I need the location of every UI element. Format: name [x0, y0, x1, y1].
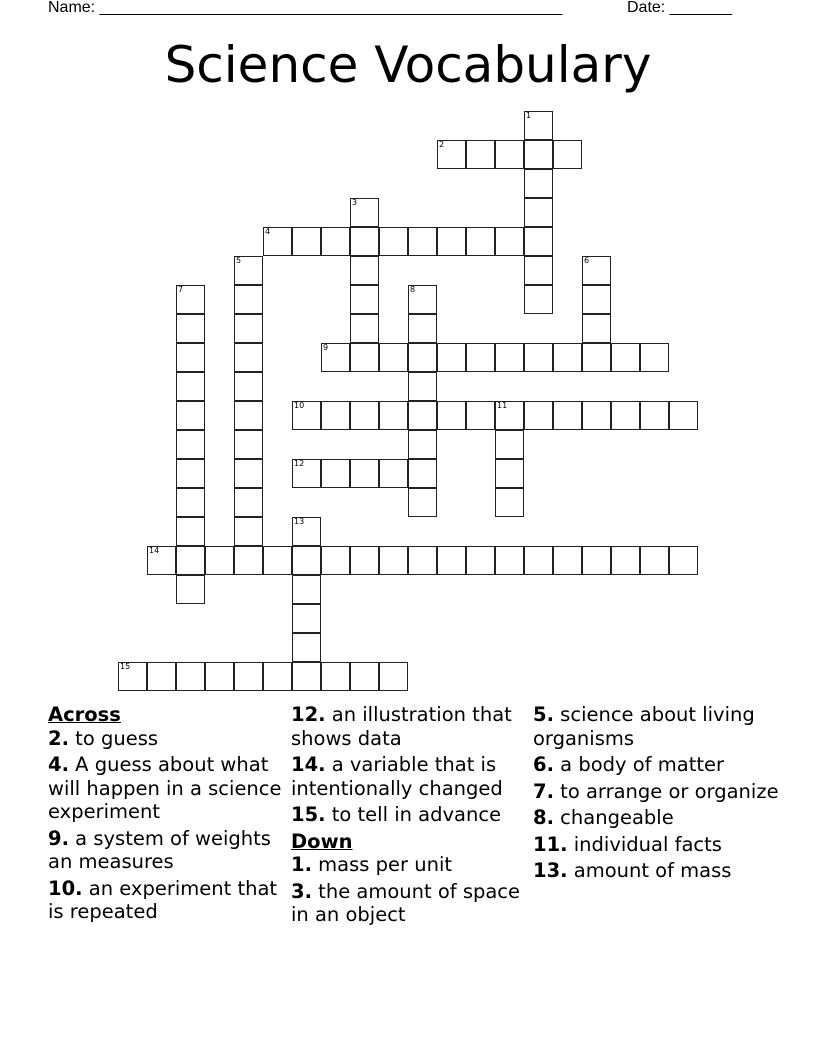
grid-cell[interactable] — [263, 662, 292, 691]
clue-item-text: science about living organisms — [533, 703, 755, 750]
clue-item — [533, 859, 793, 883]
clue-item — [533, 806, 793, 830]
grid-cell[interactable] — [350, 227, 379, 256]
grid-cell[interactable] — [321, 401, 350, 430]
grid-cell[interactable] — [379, 459, 408, 488]
grid-cell[interactable] — [466, 401, 495, 430]
clue-item-text: a variable that is intentionally changed — [291, 753, 503, 800]
grid-cell[interactable] — [176, 575, 205, 604]
grid-cell[interactable] — [234, 488, 263, 517]
grid-cell[interactable] — [524, 256, 553, 285]
grid-cell[interactable] — [408, 546, 437, 575]
grid-cell[interactable] — [176, 488, 205, 517]
clue-number: 6 — [584, 256, 590, 265]
grid-cell[interactable] — [379, 662, 408, 691]
grid-cell[interactable] — [350, 459, 379, 488]
clue-number: 13 — [294, 517, 305, 526]
grid-cell[interactable] — [176, 430, 205, 459]
grid-cell[interactable] — [379, 227, 408, 256]
down-heading: Down — [291, 829, 353, 853]
clue-item-text: to arrange or organize — [553, 779, 779, 803]
clue-item-text: mass per unit — [311, 853, 453, 876]
grid-cell[interactable] — [321, 662, 350, 691]
clue-item-text: a system of weights an measures — [48, 826, 271, 873]
grid-cell[interactable] — [669, 546, 698, 575]
grid-cell[interactable] — [640, 401, 669, 430]
clue-item-text: to tell in advance — [325, 803, 502, 826]
grid-cell[interactable] — [582, 256, 611, 285]
grid-cell[interactable] — [292, 604, 321, 633]
grid-cell[interactable] — [292, 517, 321, 546]
clue-item-text: amount of mass — [567, 859, 732, 882]
grid-cell[interactable] — [292, 227, 321, 256]
grid-cell[interactable] — [582, 546, 611, 575]
clue-item-text: an experiment that is repeated — [48, 876, 278, 923]
grid-cell[interactable] — [524, 198, 553, 227]
clue-item-text: A guess about what will happen in a science experiment — [48, 753, 282, 823]
grid-cell[interactable] — [640, 546, 669, 575]
grid-cell[interactable] — [292, 459, 321, 488]
grid-cell[interactable] — [176, 459, 205, 488]
grid-cell[interactable] — [147, 546, 176, 575]
grid-cell[interactable] — [408, 227, 437, 256]
clue-item-text: the amount of space in an object — [291, 879, 521, 926]
clue-number: 8 — [410, 285, 416, 294]
grid-cell[interactable] — [292, 575, 321, 604]
clue-item-number: 14. — [291, 753, 326, 776]
grid-cell[interactable] — [408, 372, 437, 401]
grid-cell[interactable] — [350, 546, 379, 575]
clue-item-number: 7. — [533, 779, 554, 803]
clue-item — [48, 727, 288, 751]
clue-number: 3 — [352, 198, 358, 207]
clue-item-number: 9. — [48, 826, 69, 850]
clue-item-number: 6. — [533, 753, 554, 776]
grid-cell[interactable] — [408, 314, 437, 343]
grid-cell[interactable] — [176, 401, 205, 430]
grid-cell[interactable] — [524, 169, 553, 198]
clue-number: 9 — [323, 343, 329, 352]
grid-cell[interactable] — [553, 401, 582, 430]
grid-cell[interactable] — [437, 401, 466, 430]
grid-cell[interactable] — [495, 488, 524, 517]
grid-cell[interactable] — [350, 198, 379, 227]
grid-cell[interactable] — [321, 459, 350, 488]
clue-item-text: individual facts — [567, 832, 722, 856]
grid-cell[interactable] — [408, 343, 437, 372]
grid-cell[interactable] — [263, 227, 292, 256]
grid-cell[interactable] — [176, 314, 205, 343]
grid-cell[interactable] — [582, 401, 611, 430]
grid-cell[interactable] — [408, 459, 437, 488]
clue-item-number: 13. — [533, 859, 568, 882]
grid-cell[interactable] — [350, 401, 379, 430]
grid-cell[interactable] — [495, 401, 524, 430]
grid-cell[interactable] — [263, 546, 292, 575]
clue-item-number: 15. — [291, 803, 326, 826]
clues-column-1 — [48, 703, 288, 927]
clue-item-text: changeable — [553, 806, 674, 829]
grid-cell[interactable] — [524, 140, 553, 169]
grid-cell[interactable] — [524, 343, 553, 372]
grid-cell[interactable] — [582, 343, 611, 372]
grid-cell[interactable] — [408, 430, 437, 459]
grid-cell[interactable] — [611, 546, 640, 575]
grid-cell[interactable] — [234, 285, 263, 314]
grid-cell[interactable] — [292, 401, 321, 430]
clue-item — [291, 753, 531, 800]
grid-cell[interactable] — [379, 401, 408, 430]
clue-item-number: 12. — [291, 703, 326, 726]
grid-cell[interactable] — [495, 430, 524, 459]
page-title: Science Vocabulary — [164, 36, 652, 94]
date-line: Date: _______ — [627, 0, 732, 16]
clue-item — [48, 827, 288, 874]
grid-cell[interactable] — [437, 343, 466, 372]
across-heading: Across — [48, 703, 121, 726]
grid-cell[interactable] — [350, 662, 379, 691]
grid-cell[interactable] — [176, 546, 205, 575]
clue-item-number: 3. — [291, 879, 312, 903]
grid-cell[interactable] — [176, 285, 205, 314]
grid-cell[interactable] — [495, 227, 524, 256]
grid-cell[interactable] — [495, 343, 524, 372]
clue-item — [533, 833, 793, 857]
grid-cell[interactable] — [147, 662, 176, 691]
clue-item-number: 1. — [291, 853, 312, 876]
clue-number: 10 — [294, 401, 305, 410]
clue-item-text: a body of matter — [553, 753, 724, 776]
grid-cell[interactable] — [524, 401, 553, 430]
clue-item — [533, 753, 793, 777]
grid-cell[interactable] — [553, 546, 582, 575]
grid-cell[interactable] — [234, 517, 263, 546]
grid-cell[interactable] — [437, 140, 466, 169]
grid-cell[interactable] — [640, 343, 669, 372]
grid-cell[interactable] — [234, 546, 263, 575]
grid-cell[interactable] — [466, 140, 495, 169]
grid-cell[interactable] — [524, 227, 553, 256]
grid-cell[interactable] — [176, 517, 205, 546]
grid-cell[interactable] — [176, 343, 205, 372]
clue-item — [291, 703, 531, 750]
grid-cell[interactable] — [611, 343, 640, 372]
grid-cell[interactable] — [234, 459, 263, 488]
grid-cell[interactable] — [379, 343, 408, 372]
clue-item — [48, 877, 288, 924]
clue-item — [533, 780, 793, 804]
grid-cell[interactable] — [466, 227, 495, 256]
grid-cell[interactable] — [408, 401, 437, 430]
grid-cell[interactable] — [524, 111, 553, 140]
clue-item-text: to guess — [68, 726, 159, 750]
grid-cell[interactable] — [234, 314, 263, 343]
grid-cell[interactable] — [350, 343, 379, 372]
grid-cell[interactable] — [582, 285, 611, 314]
grid-cell[interactable] — [553, 140, 582, 169]
clue-item — [533, 703, 793, 750]
grid-cell[interactable] — [466, 546, 495, 575]
grid-cell[interactable] — [408, 285, 437, 314]
grid-cell[interactable] — [437, 227, 466, 256]
grid-cell[interactable] — [205, 546, 234, 575]
clue-number: 2 — [439, 140, 445, 149]
grid-cell[interactable] — [292, 662, 321, 691]
clues-column-3 — [533, 703, 793, 886]
clue-number: 7 — [178, 285, 184, 294]
grid-cell[interactable] — [466, 343, 495, 372]
grid-cell[interactable] — [234, 343, 263, 372]
grid-cell[interactable] — [234, 430, 263, 459]
grid-cell[interactable] — [321, 343, 350, 372]
grid-cell[interactable] — [176, 662, 205, 691]
clue-number: 4 — [265, 227, 271, 236]
clue-item-text: an illustration that shows data — [291, 703, 512, 750]
clues-column-2 — [291, 703, 531, 930]
clue-number: 15 — [120, 662, 131, 671]
grid-cell[interactable] — [495, 546, 524, 575]
grid-cell[interactable] — [321, 546, 350, 575]
grid-cell[interactable] — [582, 314, 611, 343]
grid-cell[interactable] — [292, 633, 321, 662]
clue-item — [48, 753, 288, 824]
grid-cell[interactable] — [379, 546, 408, 575]
grid-cell[interactable] — [437, 546, 466, 575]
grid-cell[interactable] — [118, 662, 147, 691]
clue-item-number: 10. — [48, 876, 83, 900]
grid-cell[interactable] — [669, 401, 698, 430]
grid-cell[interactable] — [234, 401, 263, 430]
grid-cell[interactable] — [408, 488, 437, 517]
clue-number: 14 — [149, 546, 160, 555]
grid-cell[interactable] — [495, 459, 524, 488]
clue-number: 12 — [294, 459, 305, 468]
grid-cell[interactable] — [234, 662, 263, 691]
grid-cell[interactable] — [176, 372, 205, 401]
clue-item-number: 5. — [533, 703, 554, 726]
grid-cell[interactable] — [321, 227, 350, 256]
grid-cell[interactable] — [350, 314, 379, 343]
grid-cell[interactable] — [205, 662, 234, 691]
grid-cell[interactable] — [292, 546, 321, 575]
grid-cell[interactable] — [611, 401, 640, 430]
name-line: Name: ____________________________________________________ — [48, 0, 563, 16]
clue-item — [291, 853, 531, 877]
grid-cell[interactable] — [524, 285, 553, 314]
clue-item-number: 2. — [48, 726, 69, 750]
grid-cell[interactable] — [234, 372, 263, 401]
clue-item-number: 8. — [533, 806, 554, 829]
grid-cell[interactable] — [350, 285, 379, 314]
clue-item — [291, 880, 531, 927]
clue-item-number: 4. — [48, 753, 69, 776]
clue-item — [291, 803, 531, 827]
grid-cell[interactable] — [553, 343, 582, 372]
grid-cell[interactable] — [524, 546, 553, 575]
grid-cell[interactable] — [234, 256, 263, 285]
grid-cell[interactable] — [495, 140, 524, 169]
clue-number: 1 — [526, 111, 532, 120]
clue-number: 5 — [236, 256, 242, 265]
grid-cell[interactable] — [350, 256, 379, 285]
clue-number: 11 — [497, 401, 508, 410]
clue-item-number: 11. — [533, 832, 568, 856]
